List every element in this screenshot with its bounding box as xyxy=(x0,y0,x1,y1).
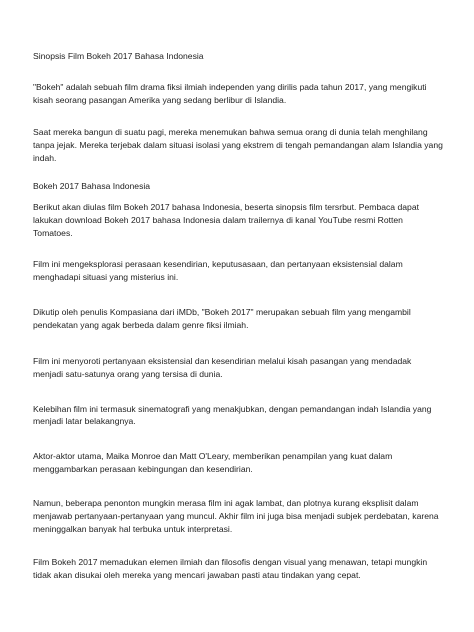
paragraph: Film ini mengeksplorasi perasaan kesendirian, keputusasaan, dan pertanyaan eksistensial dalam menghadapi situasi yang misterius ini. xyxy=(33,259,403,282)
paragraph: Berikut akan diulas film Bokeh 2017 bahasa Indonesia, beserta sinopsis film tersrbut. Pembaca dapat lakukan download Bokeh 2017 bahasa Indonesia dalam trailernya di kanal YouTube resmi Rotten Tomatoes. xyxy=(33,202,419,239)
paragraph: Kelebihan film ini termasuk sinematografi yang menakjubkan, dengan pemandangan indah Islandia yang menjadi latar belakangnya. xyxy=(33,403,432,427)
paragraph: Saat mereka bangun di suatu pagi, mereka menemukan bahwa semua orang di dunia telah menghilang tanpa jejak. Mereka terjebak dalam situasi isolasi yang ekstrem di tengah pemandangan alam Islandia yang indah. xyxy=(33,126,443,163)
paragraph: "Bokeh" adalah sebuah film drama fiksi ilmiah independen yang dirilis pada tahun 2017, yang mengikuti kisah seorang pasangan Amerika yang sedang berlibur di Islandia. xyxy=(33,81,427,105)
paragraph: Film Bokeh 2017 memadukan elemen ilmiah dan filosofis dengan visual yang menawan, tetapi mungkin tidak akan disukai oleh mereka yang mencari jawaban pasti atau tindakan yang cepat. xyxy=(33,556,428,580)
document-page xyxy=(33,50,443,603)
paragraph: Namun, beberapa penonton mungkin merasa film ini agak lambat, dan plotnya kurang eksplisit dalam menjawab pertanyaan-pertanyaan yang muncul. Akhir film ini juga bisa menjadi subjek perdebatan, karena meninggalkan banyak hal terbuka untuk interpretasi. xyxy=(33,498,439,534)
document-title: Sinopsis Film Bokeh 2017 Bahasa Indonesia xyxy=(33,51,204,61)
paragraph: Dikutip oleh penulis Kompasiana dari iMDb, "Bokeh 2017" merupakan sebuah film yang mengambil pendekatan yang agak berbeda dalam genre fiksi ilmiah. xyxy=(33,306,411,330)
paragraph: Film ini menyoroti pertanyaan eksistensial dan kesendirian melalui kisah pasangan yang mendadak menjadi satu-satunya orang yang tersisa di dunia. xyxy=(33,355,412,379)
section-heading: Bokeh 2017 Bahasa Indonesia xyxy=(33,181,151,192)
paragraph: Aktor-aktor utama, Maika Monroe dan Matt O'Leary, memberikan penampilan yang kuat dalam menggambarkan perasaan kebingungan dan kesendirian. xyxy=(33,451,393,475)
